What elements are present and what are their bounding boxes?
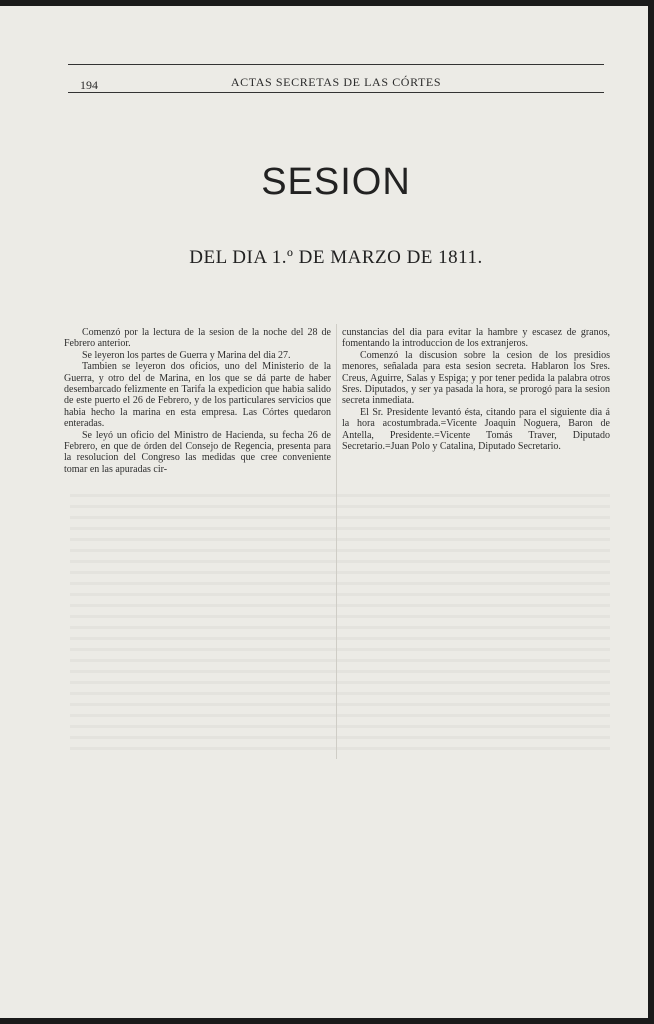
left-text-column — [64, 327, 331, 475]
header-top-rule — [68, 64, 604, 65]
paragraph: Se leyó un oficio del Ministro de Hacienda, su fecha 26 de Febrero, en que de órden del Consejo de Regencia, presenta para la resolucion del Congreso las medidas que cree conveniente tomar en las apuradas cir- — [64, 429, 331, 475]
right-text-column — [342, 327, 610, 452]
paragraph: Se leyeron los partes de Guerra y Marina del dia 27. — [82, 349, 291, 361]
paragraph: Comenzó la discusion sobre la cesion de los presidios menores, señalada para esta sesion secreta. Hablaron los Sres. Creus, Aguirre, Salas y Espiga; y por tener pedida la palabra otros Sres. Diputados, y ser ya pasada la hora, se prorogó para la sesion secreta inmediata. — [342, 349, 610, 407]
session-title: SESION — [261, 161, 411, 203]
paragraph: cunstancias del dia para evitar la hambre y escasez de granos, fomentando la introduccion de los extranjeros. — [342, 327, 610, 350]
bleed-through-texture — [70, 486, 610, 756]
header-bottom-rule — [68, 92, 604, 93]
paragraph: Comenzó por la lectura de la sesion de la noche del 28 de Febrero anterior. — [64, 327, 331, 350]
paragraph: Tambien se leyeron dos oficios, uno del Ministerio de la Guerra, y otro del de Marina, en los que se dá parte de haber desembarcado felizmente en Tarifa la expedicion que habia salido de este puerto el 26 de Febrero, y de los particulares servicios que habia hecho la marina en esta empresa. Las Córtes quedaron enteradas. — [64, 361, 331, 430]
column-divider — [336, 324, 337, 759]
paragraph: El Sr. Presidente levantó ésta, citando para el siguiente dia á la hora acostumbrada.=Vicente Joaquin Noguera, Baron de Antella, Presidente.=Vicente Tomás Traver, Diputado Secretario.=Juan Polo y Catalina, Diputado Secretario. — [342, 406, 610, 453]
document-page — [0, 6, 648, 1018]
page-number: 194 — [80, 78, 98, 92]
session-date-subtitle: DEL DIA 1.º DE MARZO DE 1811. — [189, 247, 483, 268]
running-title: ACTAS SECRETAS DE LAS CÓRTES — [230, 75, 442, 89]
